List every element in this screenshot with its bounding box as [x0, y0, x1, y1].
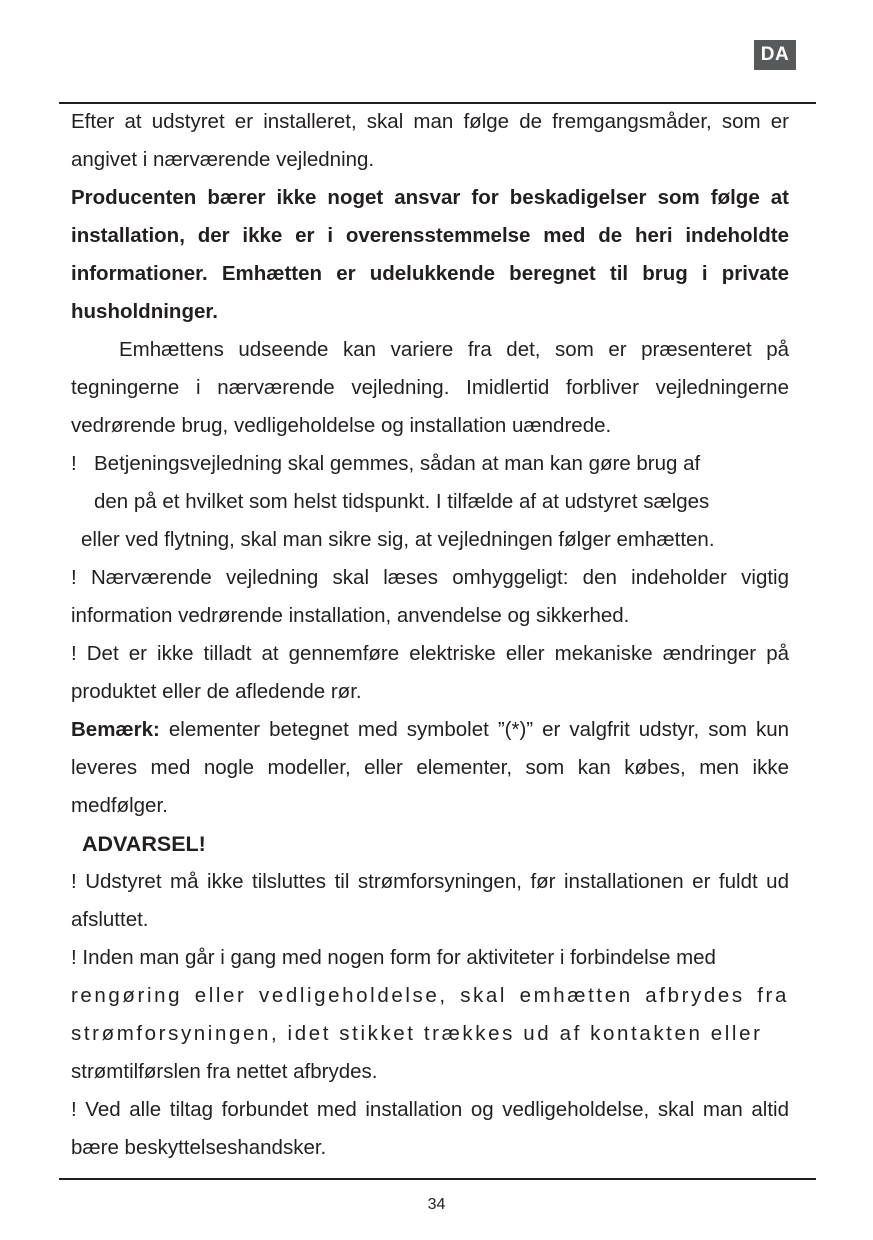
note-keep-manual — [71, 445, 789, 483]
note-read-carefully: ! Nærværende vejledning skal læses omhyggeligt: den indeholder vigtig information vedrørende installation, anvendelse og sikkerhed. — [71, 566, 789, 627]
note-keep-manual-line2: den på et hvilket som helst tidspunkt. I tilfælde af at udstyret sælges — [94, 490, 710, 513]
appearance-paragraph: Emhættens udseende kan variere fra det, som er præsenteret på tegningerne i nærværende vejledning. Imidlertid forbliver vejledningerne vedrørende brug, vedligeholdelse og installation uændrede. — [71, 338, 789, 437]
page-content — [71, 103, 789, 1167]
remark-text: elementer betegnet med symbolet ”(*)” er valgfrit udstyr, som kun leveres med nogle modeller, eller elementer, som kan købes, men ikke medfølger. — [71, 718, 789, 817]
language-badge: DA — [754, 40, 796, 70]
intro-paragraph: Efter at udstyret er installeret, skal man følge de fremgangsmåder, som er angivet i nærværende vejledning. — [71, 110, 789, 171]
warning-cleaning-line1: ! Inden man går i gang med nogen form for aktiviteter i forbindelse med — [71, 946, 716, 969]
liability-paragraph: Producenten bærer ikke noget ansvar for beskadigelser som følge at installation, der ikke er i overensstemmelse med de heri indeholdte informationer. Emhætten er udelukkende beregnet til brug i private husholdninger. — [71, 186, 789, 323]
warning-gloves: ! Ved alle tiltag forbundet med installation og vedligeholdelse, skal man altid bære beskyttelseshandsker. — [71, 1098, 789, 1159]
footer-divider — [59, 1178, 816, 1180]
warning-heading: ADVARSEL! — [82, 832, 206, 856]
note-mark: ! — [71, 452, 77, 475]
note-no-modifications: ! Det er ikke tilladt at gennemføre elektriske eller mekaniske ændringer på produktet eller de afledende rør. — [71, 642, 789, 703]
warning-power-connection: ! Udstyret må ikke tilsluttes til strømforsyningen, før installationen er fuldt ud afsluttet. — [71, 870, 789, 931]
remark-label: Bemærk: — [71, 718, 160, 741]
note-keep-manual-line3: eller ved flytning, skal man sikre sig, at vejledningen følger emhætten. — [81, 528, 715, 551]
page-number: 34 — [427, 1196, 446, 1213]
note-keep-manual-line1: Betjeningsvejledning skal gemmes, sådan at man kan gøre brug af — [94, 452, 701, 475]
remark-paragraph — [71, 711, 789, 825]
warning-cleaning-spaced: rengøring eller vedligeholdelse, skal emhætten afbrydes fra strømforsyningen, idet stikket trækkes ud af kontakten eller — [71, 984, 789, 1045]
warning-cleaning-last: strømtilførslen fra nettet afbrydes. — [71, 1060, 378, 1083]
